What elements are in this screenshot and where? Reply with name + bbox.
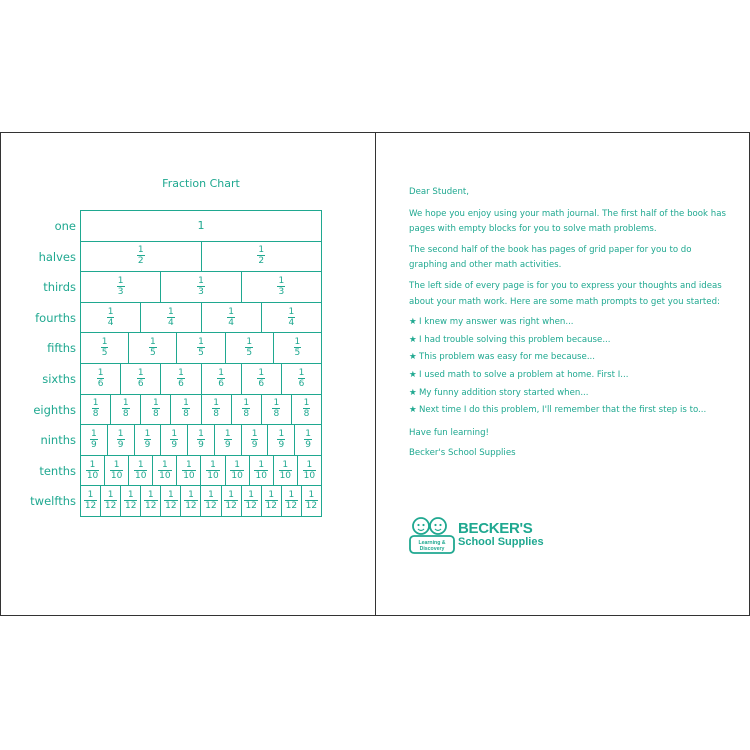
beckers-logo	[408, 515, 548, 555]
numerator: 1	[87, 490, 94, 501]
numerator: 1	[178, 367, 184, 378]
denominator: 10	[279, 470, 292, 481]
fraction-cell	[291, 394, 322, 426]
closing: Have fun learning!	[409, 427, 489, 438]
fraction-value	[167, 308, 175, 328]
fraction-cell	[107, 424, 135, 456]
paragraph-1: We hope you enjoy using your math journal. The first half of the book has pages with empty blocks for you to solve math problems.	[409, 208, 726, 235]
numerator: 1	[167, 490, 174, 501]
denominator: 10	[159, 470, 171, 481]
denominator: 8	[243, 409, 250, 420]
fraction-value	[92, 399, 100, 419]
denominator: 5	[101, 348, 108, 359]
chart-title: Fraction Chart	[162, 177, 240, 190]
fraction-cell	[80, 424, 108, 456]
numerator: 1	[294, 337, 301, 348]
fraction-cell	[201, 241, 323, 273]
denominator: 5	[198, 348, 204, 359]
row-label-eighths: eighths	[33, 402, 76, 417]
denominator: 9	[91, 439, 97, 450]
numerator: 1	[89, 459, 96, 470]
fraction-value	[224, 430, 232, 450]
left-page	[0, 133, 375, 615]
fraction-cell	[201, 302, 262, 334]
fraction-value	[244, 491, 257, 511]
numerator: 1	[91, 428, 97, 439]
numerator: 1	[288, 306, 295, 317]
numerator: 1	[152, 398, 159, 409]
numerator: 1	[161, 459, 168, 470]
numerator: 1	[268, 490, 275, 501]
fraction-cell	[80, 241, 202, 273]
numerator: 1	[183, 398, 189, 409]
numerator: 1	[273, 398, 280, 409]
row-label-one: one	[54, 219, 76, 233]
denominator: 8	[303, 409, 310, 420]
denominator: 8	[152, 409, 159, 420]
fraction-value	[272, 399, 280, 419]
numerator: 1	[107, 490, 114, 501]
fraction-cell	[297, 455, 322, 487]
fraction-cell	[140, 394, 171, 426]
numerator: 1	[282, 459, 289, 470]
numerator: 1	[144, 428, 151, 439]
fraction-value	[117, 430, 125, 450]
denominator: 9	[305, 439, 311, 450]
svg-text:Learning &: Learning &	[418, 540, 446, 546]
denominator: 4	[107, 317, 114, 328]
greeting: Dear Student,	[409, 187, 469, 197]
prompt-text: My funny addition story started when...	[419, 387, 589, 398]
denominator: 12	[145, 501, 157, 512]
fraction-value	[97, 369, 105, 389]
fraction-value	[277, 277, 285, 297]
fraction-value	[303, 399, 311, 419]
numerator: 1	[137, 459, 144, 470]
numerator: 1	[278, 428, 285, 439]
numerator: 1	[248, 490, 255, 501]
denominator: 10	[183, 470, 195, 481]
fraction-value	[304, 430, 312, 450]
fraction-cell	[201, 394, 232, 426]
denominator: 12	[205, 501, 217, 512]
numerator: 1	[92, 398, 99, 409]
denominator: 9	[278, 439, 285, 450]
prompt-item	[409, 350, 729, 366]
denominator: 12	[265, 501, 277, 512]
denominator: 6	[258, 378, 265, 389]
numerator: 1	[228, 490, 234, 501]
fraction-cell	[80, 455, 105, 487]
numerator: 1	[303, 398, 310, 409]
fraction-value	[158, 461, 171, 481]
fraction-cell	[152, 455, 177, 487]
fraction-value	[101, 338, 109, 358]
numerator: 1	[188, 490, 194, 501]
fraction-cell	[160, 271, 241, 303]
row-label-fifths: fifths	[47, 341, 76, 356]
fraction-value	[257, 246, 265, 266]
fraction-cell	[180, 485, 201, 517]
numerator: 1	[122, 398, 129, 409]
fraction-cell	[241, 424, 269, 456]
logo-brand: BECKER'S	[458, 520, 533, 537]
numerator: 1	[251, 428, 258, 439]
denominator: 9	[198, 439, 204, 450]
numerator: 1	[198, 275, 204, 286]
logo-tagline: School Supplies	[458, 536, 544, 548]
numerator: 1	[149, 337, 156, 348]
fraction-row-tenths	[80, 456, 322, 487]
paragraph-3: The left side of every page is for you to express your thoughts and ideas about your math work. Here are some math prompts to get you started:	[409, 280, 722, 307]
fraction-value	[251, 430, 259, 450]
numerator: 1	[228, 306, 234, 317]
fraction-value	[206, 461, 219, 481]
fraction-cell	[128, 455, 153, 487]
denominator: 10	[303, 470, 316, 481]
fraction-value	[197, 277, 205, 297]
fraction-cell	[80, 394, 111, 426]
fraction-cell	[249, 455, 274, 487]
row-label-twelfths: twelfths	[30, 494, 76, 509]
row-label-thirds: thirds	[43, 280, 76, 295]
fraction-cell	[100, 485, 121, 517]
numerator: 1	[97, 367, 104, 378]
fraction-cell	[273, 332, 322, 364]
numerator: 1	[258, 367, 265, 378]
denominator: 8	[213, 409, 219, 420]
denominator: 3	[117, 286, 124, 297]
fraction-value	[217, 369, 225, 389]
denominator: 3	[278, 286, 285, 297]
denominator: 12	[124, 501, 137, 512]
fraction-value	[265, 491, 278, 511]
numerator: 1	[213, 398, 219, 409]
fraction-value	[107, 308, 115, 328]
fraction-cell	[214, 424, 242, 456]
fraction-value	[134, 461, 147, 481]
fraction-value	[117, 277, 125, 297]
fraction-value	[170, 430, 178, 450]
fraction-cell	[241, 485, 262, 517]
row-label-ninths: ninths	[40, 433, 76, 448]
fraction-value	[279, 461, 292, 481]
fraction-cell	[241, 271, 322, 303]
prompt-item	[409, 315, 729, 331]
fraction-cell	[281, 363, 322, 395]
letter	[409, 185, 729, 467]
fraction-value	[204, 491, 217, 511]
fraction-value	[227, 308, 235, 328]
numerator: 1	[127, 490, 134, 501]
denominator: 2	[258, 256, 265, 267]
fraction-value	[257, 369, 265, 389]
fraction-cell	[140, 302, 201, 334]
denominator: 8	[183, 409, 189, 420]
fraction-value	[212, 399, 220, 419]
fraction-value	[84, 491, 97, 511]
fraction-cell	[201, 363, 242, 395]
star-icon: ★	[409, 352, 417, 363]
numerator: 1	[117, 428, 124, 439]
denominator: 4	[228, 317, 234, 328]
fraction-cell	[261, 394, 292, 426]
svg-text:Discovery: Discovery	[419, 546, 445, 552]
star-icon: ★	[409, 405, 417, 416]
fraction-value	[285, 491, 298, 511]
fraction-value	[177, 369, 185, 389]
fraction-row-halves	[80, 242, 322, 273]
fraction-row-thirds	[80, 272, 322, 303]
denominator: 3	[198, 286, 204, 297]
numerator: 1	[278, 275, 285, 286]
numerator: 1	[243, 398, 250, 409]
paragraph-2: The second half of the book has pages of grid paper for you to do graphing and other math activities.	[409, 244, 692, 271]
numerator: 1	[107, 306, 114, 317]
numerator: 1	[147, 490, 154, 501]
denominator: 12	[185, 501, 197, 512]
denominator: 6	[298, 378, 305, 389]
denominator: 10	[135, 470, 147, 481]
fraction-value	[86, 461, 99, 481]
fraction-value	[90, 430, 98, 450]
numerator: 1	[186, 459, 192, 470]
fraction-value	[149, 338, 157, 358]
numerator: 1	[210, 459, 216, 470]
fraction-cell	[176, 455, 201, 487]
fraction-cell	[80, 302, 141, 334]
fraction-row-one	[80, 211, 322, 242]
row-label-tenths: tenths	[39, 463, 76, 478]
numerator: 1	[198, 337, 204, 348]
prompt-item	[409, 386, 729, 402]
whole-value: 1	[197, 219, 205, 233]
fraction-value	[110, 461, 123, 481]
fraction-cell	[273, 455, 298, 487]
fraction-cell	[140, 485, 161, 517]
denominator: 6	[218, 378, 224, 389]
fraction-value	[298, 369, 306, 389]
denominator: 12	[285, 501, 298, 512]
fraction-value	[182, 399, 190, 419]
denominator: 12	[225, 501, 237, 512]
numerator: 1	[308, 490, 315, 501]
fraction-cell	[187, 424, 215, 456]
denominator: 9	[251, 439, 258, 450]
prompt-text: I had trouble solving this problem because...	[419, 334, 611, 345]
fraction-value	[137, 246, 145, 266]
star-icon: ★	[409, 387, 417, 398]
star-icon: ★	[409, 369, 417, 380]
row-label-sixths: sixths	[42, 372, 76, 386]
numerator: 1	[168, 306, 174, 317]
fraction-value	[303, 461, 316, 481]
fraction-cell	[160, 485, 181, 517]
fraction-value	[245, 338, 253, 358]
prompt-item	[409, 333, 729, 349]
prompt-text: I knew my answer was right when...	[419, 317, 574, 328]
fraction-row-ninths	[80, 425, 322, 456]
numerator: 1	[137, 367, 144, 378]
fraction-cell	[221, 485, 242, 517]
fraction-value	[152, 399, 160, 419]
book-spread	[0, 132, 750, 616]
star-icon: ★	[409, 317, 417, 328]
prompt-text: I used math to solve a problem at home. First I...	[419, 369, 629, 380]
numerator: 1	[208, 490, 214, 501]
denominator: 6	[137, 378, 144, 389]
fraction-value	[288, 308, 296, 328]
fraction-cell	[200, 455, 225, 487]
fraction-cell	[301, 485, 322, 517]
fraction-value	[197, 430, 205, 450]
denominator: 10	[110, 470, 123, 481]
denominator: 5	[149, 348, 156, 359]
numerator: 1	[101, 337, 108, 348]
denominator: 10	[231, 470, 243, 481]
fraction-cell	[134, 424, 162, 456]
numerator: 1	[218, 367, 224, 378]
fraction-value	[242, 399, 250, 419]
fraction-value	[224, 491, 237, 511]
denominator: 4	[168, 317, 174, 328]
denominator: 9	[117, 439, 124, 450]
fraction-cell	[80, 332, 129, 364]
numerator: 1	[258, 459, 265, 470]
denominator: 10	[255, 470, 267, 481]
numerator: 1	[234, 459, 240, 470]
prompt-item	[409, 368, 729, 384]
fraction-value	[294, 338, 302, 358]
fraction-cell	[225, 332, 274, 364]
denominator: 12	[104, 501, 117, 512]
numerator: 1	[198, 428, 204, 439]
fraction-cell	[225, 455, 250, 487]
fraction-value	[277, 430, 285, 450]
numerator: 1	[224, 428, 231, 439]
denominator: 10	[207, 470, 219, 481]
fraction-cell	[104, 455, 129, 487]
fraction-row-twelfths	[80, 486, 322, 517]
fraction-value	[144, 491, 157, 511]
denominator: 12	[305, 501, 318, 512]
fraction-cell	[120, 363, 161, 395]
fraction-row-sixths	[80, 364, 322, 395]
numerator: 1	[171, 428, 178, 439]
fraction-row-fifths	[80, 333, 322, 364]
numerator: 1	[117, 275, 124, 286]
fraction-cell	[281, 485, 302, 517]
denominator: 8	[122, 409, 129, 420]
numerator: 1	[305, 428, 311, 439]
row-label-fourths: fourths	[35, 310, 76, 325]
fraction-cell	[241, 363, 282, 395]
denominator: 8	[92, 409, 99, 420]
numerator: 1	[298, 367, 305, 378]
numerator: 1	[288, 490, 295, 501]
fraction-value	[144, 430, 152, 450]
denominator: 9	[171, 439, 178, 450]
fraction-value	[137, 369, 145, 389]
denominator: 12	[165, 501, 177, 512]
numerator: 1	[137, 245, 144, 256]
numerator: 1	[258, 245, 265, 256]
prompt-text: This problem was easy for me because...	[419, 352, 596, 363]
denominator: 9	[144, 439, 151, 450]
fraction-cell	[261, 302, 322, 334]
numerator: 1	[306, 459, 313, 470]
signature: Becker's School Supplies	[409, 448, 516, 459]
fraction-value	[122, 399, 130, 419]
fraction-row-eighths	[80, 395, 322, 426]
row-label-halves: halves	[38, 249, 76, 264]
denominator: 6	[178, 378, 184, 389]
fraction-cell	[80, 271, 161, 303]
fraction-value	[305, 491, 318, 511]
denominator: 10	[86, 470, 99, 481]
fraction-cell	[80, 210, 322, 242]
prompt-item	[409, 403, 729, 419]
fraction-cell	[110, 394, 141, 426]
fraction-value	[197, 338, 205, 358]
fraction-row-fourths	[80, 303, 322, 334]
prompt-text: Next time I do this problem, I'll remember that the first step is to...	[419, 405, 707, 416]
denominator: 12	[84, 501, 97, 512]
numerator: 1	[113, 459, 120, 470]
denominator: 5	[246, 348, 253, 359]
fraction-cell	[160, 424, 188, 456]
fraction-cell	[120, 485, 141, 517]
fraction-value	[254, 461, 267, 481]
fraction-cell	[170, 394, 201, 426]
fraction-value	[164, 491, 177, 511]
fraction-value	[184, 491, 197, 511]
numerator: 1	[246, 337, 253, 348]
fraction-cell	[231, 394, 262, 426]
denominator: 12	[245, 501, 257, 512]
right-page	[375, 133, 750, 615]
fraction-cell	[128, 332, 177, 364]
denominator: 6	[97, 378, 104, 389]
fraction-cell	[294, 424, 322, 456]
fraction-cell	[176, 332, 225, 364]
fraction-cell	[200, 485, 221, 517]
fraction-value	[182, 461, 195, 481]
fraction-value	[104, 491, 117, 511]
fraction-cell	[267, 424, 295, 456]
prompt-list	[409, 315, 729, 419]
fraction-value	[124, 491, 137, 511]
fraction-cell	[80, 485, 101, 517]
denominator: 4	[288, 317, 295, 328]
star-icon: ★	[409, 334, 417, 345]
fraction-value	[230, 461, 243, 481]
denominator: 5	[294, 348, 301, 359]
denominator: 9	[224, 439, 231, 450]
fraction-cell	[160, 363, 201, 395]
denominator: 2	[137, 256, 144, 267]
fraction-cell	[261, 485, 282, 517]
denominator: 8	[273, 409, 280, 420]
kids-logo-icon	[408, 515, 456, 555]
fraction-cell	[80, 363, 121, 395]
